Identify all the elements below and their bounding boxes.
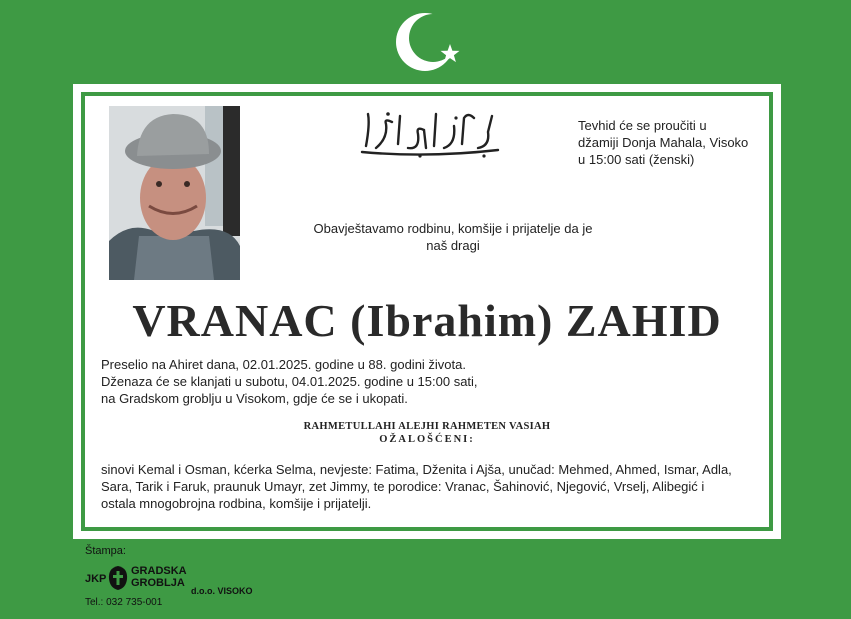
cemetery-logo-icon [107, 565, 129, 591]
mourners-list [101, 461, 741, 512]
obituary-card [73, 84, 781, 539]
logo-jkp: JKP [85, 573, 107, 585]
intro-line: Obavještavamo rodbinu, komšije i prijatelje da je [313, 221, 593, 236]
arabic-calligraphy [358, 104, 503, 159]
tevhid-notice [578, 117, 768, 168]
logo-line: GROBLJA [131, 577, 185, 589]
intro-text [303, 220, 603, 254]
prayer-line: RAHMETULLAHI ALEJHI RAHMETEN VASIAH [303, 421, 551, 432]
tevhid-line: u 15:00 sati (ženski) [578, 152, 695, 167]
printer-logo [85, 557, 255, 597]
mourners-line: sinovi Kemal i Osman, kćerka Selma, nevjeste: Fatima, Dženita i Ajša, unučad: Mehmed, Ahmed, Ismar, Adla, [101, 462, 732, 477]
tevhid-line: džamiji Donja Mahala, Visoko [578, 135, 749, 150]
logo-line: GRADSKA [131, 565, 187, 577]
logo-text [131, 565, 187, 589]
print-label: Štampa: [85, 545, 126, 557]
mourners-line: ostala mnogobrojna rodbina, komšije i prijatelji. [101, 496, 372, 511]
details-line: na Gradskom groblju u Visokom, gdje će se i ukopati. [101, 391, 408, 406]
details-line: Dženaza će se klanjati u subotu, 04.01.2025. godine u 15:00 sati, [101, 374, 478, 389]
intro-line: naš dragi [426, 238, 480, 253]
prayer-heading [73, 420, 781, 446]
printer-footer [85, 545, 255, 608]
crescent-star-icon [392, 8, 462, 78]
logo-suffix: d.o.o. VISOKO [191, 586, 253, 596]
mourners-line: Sara, Tarik i Faruk, praunuk Umayr, zet Jimmy, te porodice: Vranac, Šahinović, Njegović, Vrselj, Alibegić i [101, 479, 705, 494]
printer-phone: Tel.: 032 735-001 [85, 597, 163, 608]
tevhid-line: Tevhid će se proučiti u [578, 118, 707, 133]
mourners-label: OŽALOŠĆENI: [379, 434, 475, 445]
details-line: Preselio na Ahiret dana, 02.01.2025. godine u 88. godini života. [101, 357, 466, 372]
deceased-name: VRANAC (Ibrahim) ZAHID [132, 295, 722, 346]
funeral-details [101, 356, 721, 407]
deceased-portrait [109, 106, 240, 280]
